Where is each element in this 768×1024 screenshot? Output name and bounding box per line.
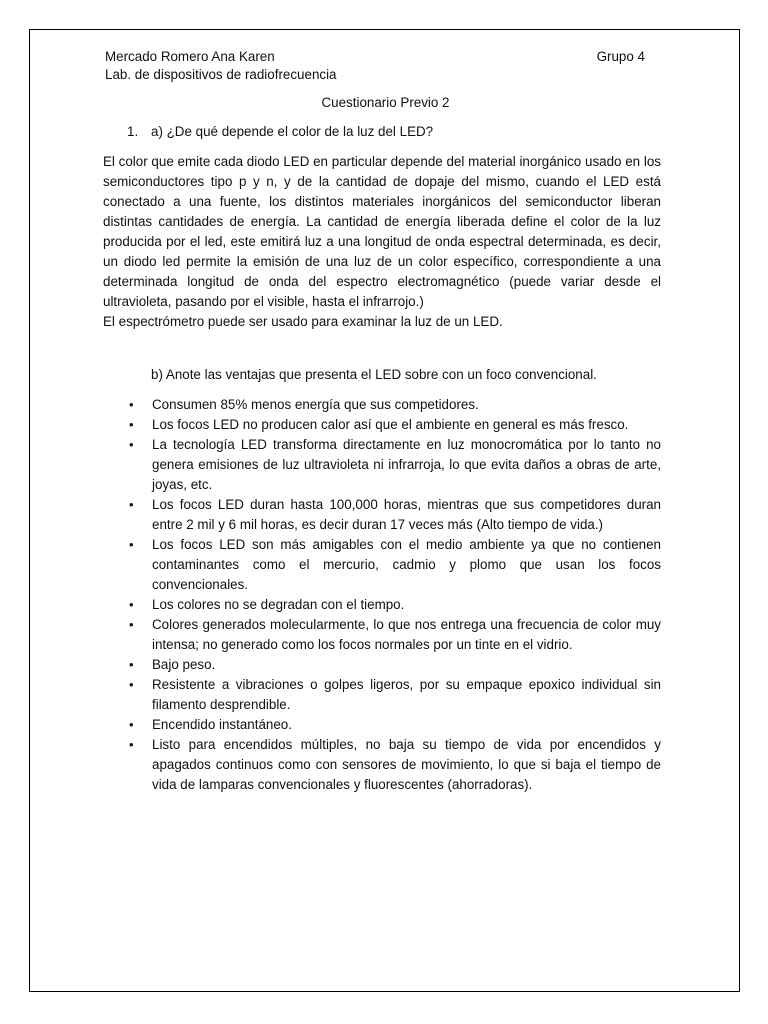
header <box>105 47 645 67</box>
list-item: • La tecnología LED transforma directamente en luz monocromática por lo tanto no genera emisiones de luz ultravioleta ni infrarroja, lo que evita daños a obras de arte, joyas, etc. <box>125 435 661 495</box>
list-item: • Los focos LED duran hasta 100,000 horas, mientras que sus competidores duran entre 2 mil y 6 mil horas, es decir duran 17 veces más (Alto tiempo de vida.) <box>125 495 661 535</box>
answer-1-paragraph: El color que emite cada diodo LED en particular depende del material inorgánico usado en los semiconductores tipo p y n, y de la cantidad de dopaje del mismo, cuando el LED está conectado a una fuente, los distintos materiales inorgánicos del semiconductor liberan distintas cantidades de energía. La cantidad de energía liberada define el color de la luz producida por el led, este emitirá luz a una longitud de onda espectral determinada, es decir, un diodo led permite la emisión de una luz de un color específico, correspondiente a una determinada longitud de onda del espectro electromagnético (puede variar desde el ultravioleta, pasando por el visible, hasta el infrarrojo.) <box>103 154 661 309</box>
list-item: • Los focos LED no producen calor así que el ambiente en general es más fresco. <box>125 415 661 435</box>
author-name: Mercado Romero Ana Karen <box>105 49 275 64</box>
list-item: • Colores generados molecularmente, lo que nos entrega una frecuencia de color muy intensa; no generado como los focos normales por un tinte en el vidrio. <box>125 615 661 655</box>
list-item: • Resistente a vibraciones o golpes ligeros, por su empaque epoxico individual sin filamento desprendible. <box>125 675 661 715</box>
question-1 <box>127 122 433 142</box>
group-label: Grupo 4 <box>596 49 645 64</box>
lab-name: Lab. de dispositivos de radiofrecuencia <box>105 67 337 82</box>
list-item: • Consumen 85% menos energía que sus competidores. <box>125 395 661 415</box>
advantages-list <box>125 395 661 795</box>
document-page <box>29 29 740 992</box>
question-1-text: a) ¿De qué depende el color de la luz del LED? <box>151 124 434 139</box>
question-1b: b) Anote las ventajas que presenta el LED sobre con un foco convencional. <box>151 367 597 382</box>
list-item: • Encendido instantáneo. <box>125 715 661 735</box>
answer-1 <box>103 152 661 332</box>
list-item: • Listo para encendidos múltiples, no baja su tiempo de vida por encendidos y apagados continuos como con sensores de movimiento, lo que si baja el tiempo de vida de lamparas convencionales y fluorescentes (ahorradoras). <box>125 735 661 795</box>
list-item: • Los focos LED son más amigables con el medio ambiente ya que no contienen contaminantes como el mercurio, cadmio y plomo que usan los focos convencionales. <box>125 535 661 595</box>
answer-1-note: El espectrómetro puede ser usado para examinar la luz de un LED. <box>103 314 503 329</box>
page-title: Cuestionario Previo 2 <box>321 95 450 110</box>
question-1-number: 1. <box>127 124 139 139</box>
list-item: • Los colores no se degradan con el tiempo. <box>125 595 661 615</box>
list-item: • Bajo peso. <box>125 655 661 675</box>
